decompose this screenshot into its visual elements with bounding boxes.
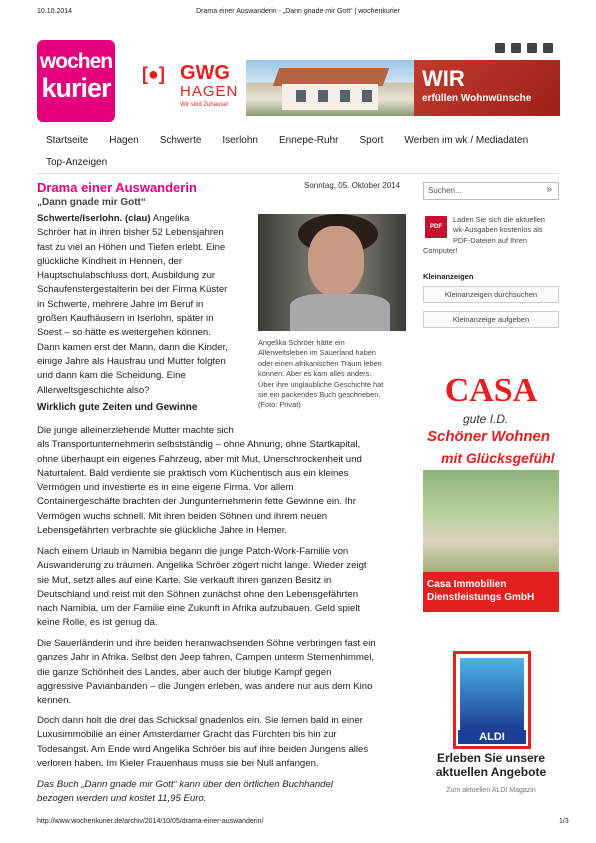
pdf-text-line: wk-Ausgaben kostenlos als [453, 225, 543, 235]
paragraph-5 [37, 778, 417, 807]
pdf-text-line: Laden Sie sich die aktuellen [453, 215, 546, 224]
gwg-name: GWG [180, 62, 230, 84]
lead-line: Schaufenstergestalterin bei der Firma Küster [37, 284, 228, 296]
pdf-download-text[interactable] [423, 215, 559, 257]
paragraph-line: ohne überhaupt ein eigenes Fahrzeug, aber mit Mut, Unerschrockenheit und [37, 453, 362, 465]
main-nav [37, 129, 559, 174]
paragraph-line: sie Mut, setzt alles auf eine Karte. Sie verkauft ihren ganzen Besitz in [37, 574, 332, 586]
wir-sub: erfüllen Wohnwünsche [422, 93, 532, 104]
paragraph-line: Lebensgefährten verbrachte sie glückliche Jahre in Hemer. [37, 525, 288, 537]
print-date: 10.10.2014 [37, 8, 73, 15]
paragraph-1 [37, 424, 417, 538]
paragraph-line: keine Rolle, es ist genug da. [37, 617, 158, 629]
casa-line1: Schöner Wohnen [427, 428, 551, 445]
aldi-line1: Erleben Sie unsere [436, 751, 546, 765]
paragraph-line: Die Sauerländerin und ihre beiden heranwachsenden Söhne verbringen fast ein [37, 638, 376, 649]
aldi-line2: aktuellen Angebote [435, 765, 547, 779]
search-button[interactable]: » [546, 184, 552, 195]
pdf-text-line: Computer! [423, 246, 458, 256]
article-title: Drama einer Auswanderin [37, 180, 197, 195]
search-input[interactable] [423, 182, 559, 200]
aldi-logo [453, 651, 531, 749]
paragraph-line: Naturtalent. Bald verdiente sie praktisch vom Küchentisch aus ein kleines [37, 467, 349, 479]
paragraph-line: Vermögen und investierte es in eine eigene Firma. Vor allem [37, 482, 294, 494]
paragraph-line: Die junge alleinerziehende Mutter machte sich [37, 425, 234, 436]
gwg-slogan: Wir sind Zuhause! [180, 102, 229, 108]
caption-line: (Foto: Privat) [258, 400, 301, 410]
paragraph-3 [37, 637, 417, 708]
lead-text: Angelika [150, 213, 190, 224]
article-subtitle: „Dann gnade mir Gott“ [37, 197, 146, 208]
lead-line: fast zu viel an Höhen und Tiefen erlebt. Eine [37, 241, 226, 253]
casa-bar1: Casa Immobilien [427, 579, 507, 590]
wir-title: WIR [422, 66, 465, 91]
nav-item-hagen[interactable]: Hagen [109, 134, 139, 146]
facebook-icon[interactable] [495, 43, 505, 53]
lead-line: Soest – so hätte es weitergehen können. [37, 327, 211, 339]
casa-footer-bar [423, 572, 559, 612]
lead-line: einige Jahre als Hausfrau und Mutter folgten [37, 355, 226, 367]
paragraph-line: als Transportunternehmerin selbstständig – ohne Ahnung, ohne Startkapital, [37, 439, 361, 451]
paragraph-4 [37, 714, 417, 771]
paragraph-line: Containergeschäfte brachten der Jungunternehmerin fette Gewinne ein. Ihr [37, 496, 356, 508]
paragraph-line: verloren haben. Im Kieler Frauenhaus muss sie bei Null anfangen. [37, 757, 319, 769]
casa-line2: mit Glücksgefühl [441, 450, 555, 466]
gwg-bracket-icon: [●] [142, 64, 165, 84]
caption-line: können. Aber es kam alles anders. [258, 369, 372, 379]
gwg-city: HAGEN [180, 83, 239, 100]
paragraph-line: Nach einem Urlaub in Namibia begann die junge Patch-Work-Familie von [37, 546, 349, 557]
caption-line: Über ihre unglaubliche Geschichte hat [258, 379, 384, 389]
article-photo [258, 214, 406, 331]
casa-photo [423, 470, 559, 572]
search-placeholder: Suchen... [428, 186, 462, 195]
lead-line [37, 212, 257, 226]
paragraph-2 [37, 545, 417, 631]
casa-tagline: gute I.D. [463, 412, 509, 426]
casa-logo: CASA [444, 372, 538, 409]
paragraph-line: Luxusimmobilie an einer Amsterdamer Gracht das Fürchten bis hin zur [37, 729, 337, 741]
casa-bar2: Dienstleistungs GmbH [427, 592, 535, 603]
aldi-magazine-link[interactable]: Zum aktuellen ALDI Magazin [446, 787, 536, 794]
gwg-banner-ad[interactable] [140, 60, 560, 116]
paragraph-line: Doch dann holt die drei das Schicksal gnadenlos ein. Sie lernen bald in einer [37, 715, 363, 726]
nav-item-werben-im-wk-mediadaten[interactable]: Werben im wk / Mediadaten [404, 134, 529, 146]
lead-line: glückliche Kindheit in Hennen, der [37, 255, 183, 267]
paragraph-line: kennen. [37, 695, 72, 707]
paragraph-line: ganzes Jahr in Afrika. Selbst den Jeep fahren, Campen unterm Sternenhimmel, [37, 652, 375, 664]
paragraph-line: die ganze Schönheit des Landes, aber auch der blutige Kampf gegen [37, 666, 332, 678]
lead-line: großen Kaufhäusern in Iserlohn, später in [37, 313, 214, 325]
lead-line: Hauptschulabschluss dort, Ausbildung zur [37, 270, 216, 282]
paragraph-line: Das Buch „Dann gnade mir Gott“ kann über den örtlichen Buchhandel [37, 779, 333, 790]
caption-line: sie ein packendes Buch geschrieben. [258, 390, 381, 400]
lead-dateline: Schwerte/Iserlohn. (clau) [37, 213, 151, 224]
lead-line: Dann kamen erst der Mann, dann die Kinder, [37, 341, 228, 353]
google-plus-icon[interactable] [511, 43, 521, 53]
paragraph-line: Vermögen wuchs schnell. Mit ihren beiden Söhnen und ihrem neuen [37, 510, 328, 522]
caption-line: oder einen afrikanischen Traum leben [258, 358, 382, 368]
wochenkurier-logo[interactable] [37, 40, 115, 122]
kleinanzeigen-title: Kleinanzeigen [423, 272, 474, 281]
nav-item-startseite[interactable]: Startseite [46, 134, 89, 146]
logo-line1: wochen [39, 50, 113, 73]
print-page: 1/3 [559, 818, 569, 825]
paragraph-line: Auswanderung zu träumen. Angelika Schröer zögert nicht lange. Wieder zeigt [37, 560, 367, 572]
photo-caption [258, 338, 408, 411]
logo-line2: kurier [41, 73, 111, 103]
aldi-brand: ALDI [458, 730, 526, 744]
casa-ad[interactable] [423, 350, 559, 612]
pdf-icon[interactable]: PDF [425, 216, 447, 238]
paragraph-line: aggressive Pavianbanden – die Jungen erleben, was andere nur aus dem Kino [37, 680, 373, 692]
nav-item-top-anzeigen[interactable]: Top-Anzeigen [46, 156, 108, 168]
gwg-logo [140, 60, 246, 116]
section-heading: Wirklich gute Zeiten und Gewinne [37, 402, 198, 413]
aldi-ad[interactable] [423, 643, 559, 803]
pdf-text-line: PDF-Dateien auf Ihren [453, 235, 527, 245]
nav-item-schwerte[interactable]: Schwerte [159, 134, 202, 146]
aldi-headline [423, 751, 559, 779]
nav-item-ennepe-ruhr[interactable]: Ennepe-Ruhr [278, 134, 339, 146]
print-title: Drama einer Auswanderin - „Dann gnade mir Gott“ | wochenkurier [196, 8, 400, 15]
nav-item-sport[interactable]: Sport [359, 134, 384, 146]
nav-item-iserlohn[interactable]: Iserlohn [222, 134, 258, 146]
house-image [246, 60, 414, 116]
twitter-icon[interactable] [527, 43, 537, 53]
lead-paragraph [37, 212, 257, 398]
kleinanzeigen-browse-button[interactable]: Kleinanzeigen durchsuchen [423, 286, 559, 303]
kleinanzeigen-post-button[interactable]: Kleinanzeige aufgeben [423, 311, 559, 328]
wir-panel [414, 60, 560, 116]
caption-line: Angelika Schröer hätte ein [258, 338, 345, 347]
caption-line: Allerweltsleben im Sauerland haben [258, 348, 376, 358]
print-url: http://www.wochenkurier.de/archiv/2014/10/05/drama-einer-auswanderin/ [37, 818, 264, 825]
paragraph-line: bezogen werden und kostet 11,95 Euro. [37, 793, 207, 805]
rss-icon[interactable] [543, 43, 553, 53]
lead-line: Schröer hat in ihren bisher 52 Lebensjahren [37, 227, 224, 239]
article-date: Sonntag, 05. Oktober 2014 [304, 181, 401, 190]
lead-line: in Schwerte, mehrere Jahre im Beruf in [37, 298, 204, 310]
lead-line: und dann kam die Scheidung. Eine [37, 370, 186, 382]
paragraph-line: nach Namibia, um der Familie eine Zukunft in Afrika aufzubauen. Geld spielt [37, 603, 361, 615]
paragraph-line: Deutschland und reist mit den Söhnen zunächst ohne den Lebensgefährten [37, 588, 359, 600]
social-icons [495, 43, 553, 53]
lead-line: Allerweltsgeschichte also? [37, 384, 150, 396]
paragraph-line: Todesangst. Am Ende wird Angelika Schröer bis auf ihre beiden Jungens alles [37, 743, 369, 755]
